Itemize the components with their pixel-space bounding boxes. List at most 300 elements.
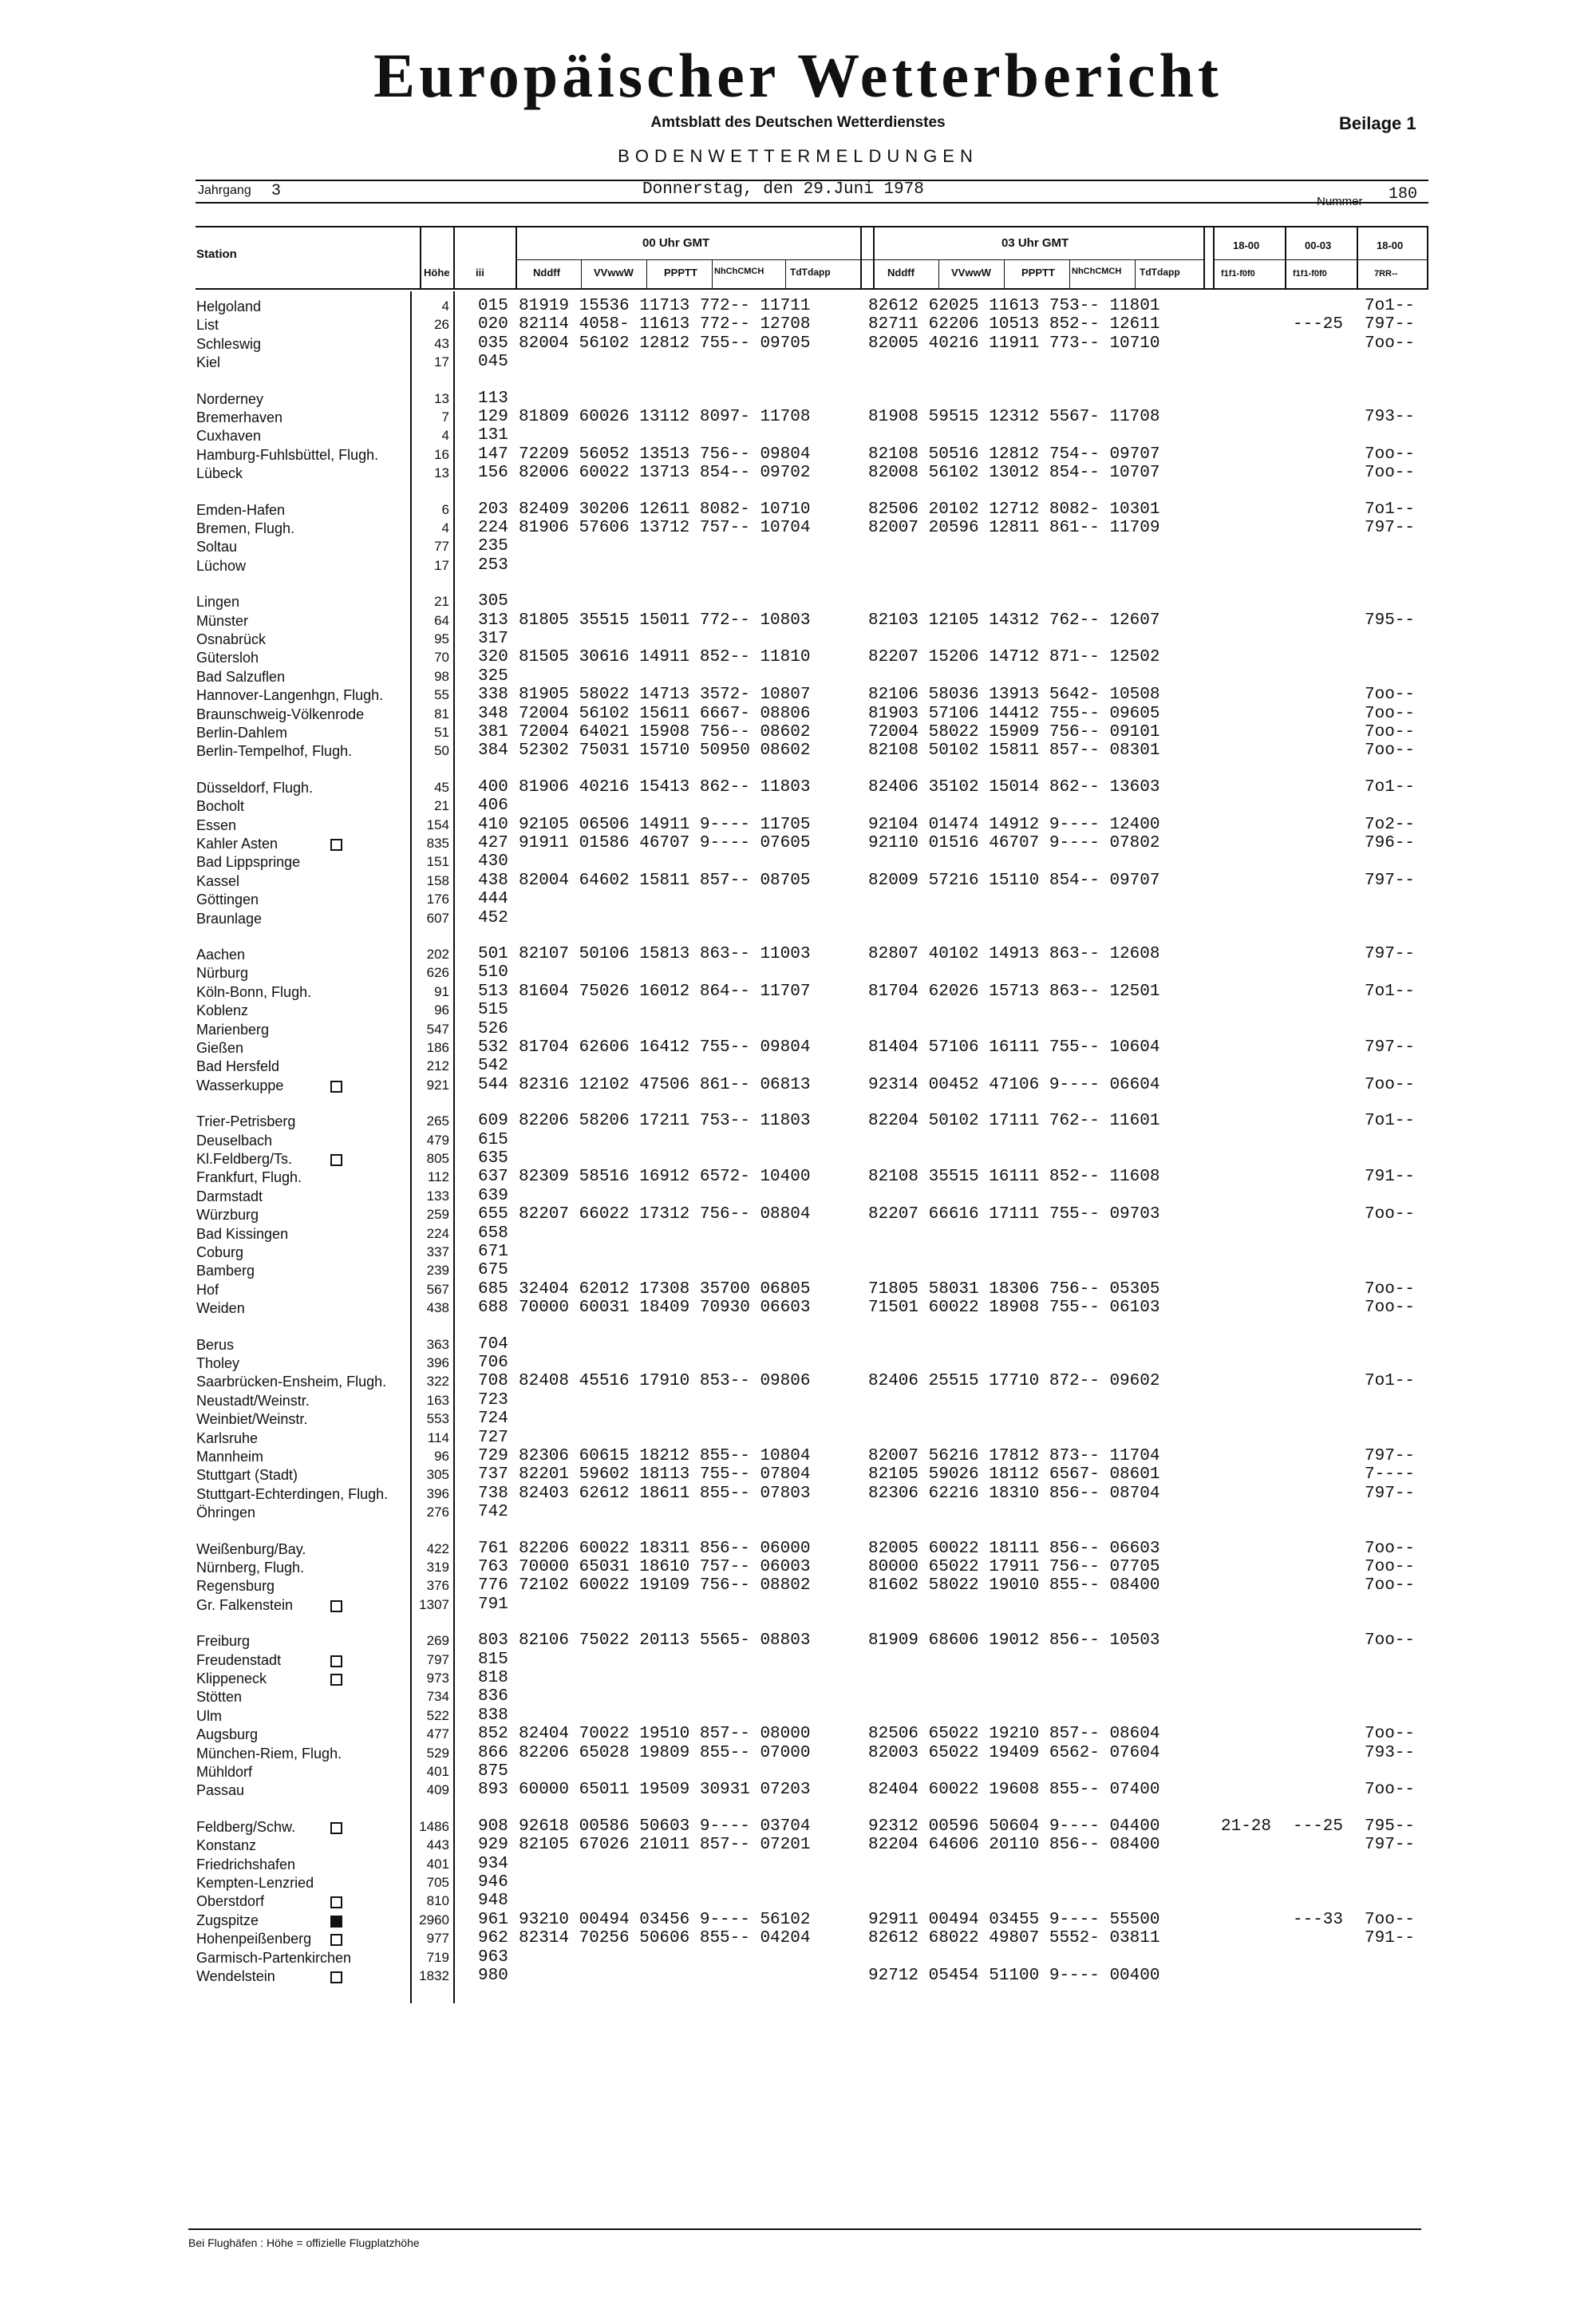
station-height: 319 <box>426 1560 449 1575</box>
extra-col-3: 797-- <box>1365 1485 1416 1503</box>
table-row <box>0 315 1596 334</box>
document-subtitle: Amtsblatt des Deutschen Wetterdienstes <box>650 114 946 131</box>
table-row <box>0 909 1596 928</box>
station-id: 980 <box>478 1967 508 1985</box>
table-row <box>0 389 1596 409</box>
station-id: 020 <box>478 315 508 334</box>
extra-col-3: 7oo-- <box>1365 1725 1416 1743</box>
extra-col-3: 7o1-- <box>1365 1112 1416 1130</box>
station-id: 815 <box>478 1651 508 1669</box>
sub-rule-03-2 <box>1004 260 1005 289</box>
station-name: Hamburg-Fuhlsbüttel, Flugh. <box>196 447 379 463</box>
table-row <box>0 1335 1596 1354</box>
obs-03-groups: 82207 66616 17111 755-- 09703 <box>868 1205 1160 1224</box>
station-height: 607 <box>426 911 449 926</box>
table-row <box>0 1429 1596 1448</box>
station-height: 13 <box>434 465 449 480</box>
station-height: 719 <box>426 1950 449 1965</box>
table-row <box>0 1651 1596 1670</box>
header-iii: iii <box>476 267 484 279</box>
table-row <box>0 1706 1596 1726</box>
station-height: 973 <box>426 1671 449 1686</box>
station-id: 320 <box>478 648 508 666</box>
station-id: 836 <box>478 1687 508 1706</box>
station-height: 265 <box>426 1113 449 1129</box>
station-name: Emden-Hafen <box>196 502 286 518</box>
obs-03-groups: 82009 57216 15110 854-- 09707 <box>868 872 1160 890</box>
station-name: Coburg <box>196 1244 244 1260</box>
table-row <box>0 408 1596 427</box>
station-id: 637 <box>478 1168 508 1186</box>
header-extra-2-top: 00-03 <box>1305 239 1332 251</box>
station-name: Darmstadt <box>196 1188 263 1204</box>
station-id: 615 <box>478 1131 508 1149</box>
station-height: 96 <box>434 1002 449 1018</box>
station-id: 348 <box>478 705 508 723</box>
station-height: 305 <box>426 1467 449 1482</box>
station-id: 671 <box>478 1243 508 1261</box>
table-row <box>0 1631 1596 1651</box>
obs-03-groups: 92314 00452 47106 9---- 06604 <box>868 1076 1160 1094</box>
sub-rule-00-2 <box>646 260 647 289</box>
station-name: Konstanz <box>196 1837 257 1853</box>
table-row <box>0 648 1596 667</box>
obs-03-groups: 92110 01516 46707 9---- 07802 <box>868 834 1160 852</box>
col-rule-03-end <box>1203 226 1205 289</box>
table-row <box>0 519 1596 538</box>
station-id: 708 <box>478 1372 508 1390</box>
station-name: Mannheim <box>196 1449 264 1465</box>
table-row <box>0 686 1596 705</box>
station-height: 276 <box>426 1504 449 1520</box>
obs-03-groups: 81704 62026 15713 863-- 12501 <box>868 983 1160 1001</box>
station-id: 803 <box>478 1631 508 1650</box>
station-id: 452 <box>478 909 508 927</box>
obs-00-groups: 72209 56052 13513 756-- 09804 <box>519 445 811 464</box>
station-name: Essen <box>196 817 237 833</box>
nummer-label: Nummer <box>1317 195 1363 208</box>
open-square-icon <box>330 1674 342 1686</box>
table-row <box>0 852 1596 872</box>
jahrgang-value: 3 <box>271 182 282 200</box>
open-square-icon <box>330 1154 342 1166</box>
col-rule-extra-a <box>1285 226 1286 289</box>
obs-00-groups: 92105 06506 14911 9---- 11705 <box>519 816 811 834</box>
footer-rule <box>188 2228 1421 2230</box>
table-row <box>0 1057 1596 1076</box>
table-row <box>0 1817 1596 1837</box>
station-height: 26 <box>434 317 449 332</box>
station-height: 1832 <box>419 1968 449 1983</box>
station-id: 742 <box>478 1503 508 1521</box>
extra-col-3: 7o1-- <box>1365 297 1416 315</box>
open-square-icon <box>330 1971 342 1983</box>
table-row <box>0 1038 1596 1058</box>
station-id: 893 <box>478 1781 508 1799</box>
station-height: 522 <box>426 1708 449 1723</box>
extra-col-2: ---25 <box>1293 315 1344 334</box>
station-name: Kiel <box>196 354 221 370</box>
obs-00-groups: 82105 67026 21011 857-- 07201 <box>519 1836 811 1854</box>
station-name: Frankfurt, Flugh. <box>196 1169 302 1185</box>
station-height: 547 <box>426 1022 449 1037</box>
station-name: Friedrichshafen <box>196 1856 296 1872</box>
table-row <box>0 592 1596 611</box>
table-row <box>0 1299 1596 1318</box>
station-height: 4 <box>441 299 449 314</box>
table-row <box>0 1892 1596 1911</box>
station-height: 239 <box>426 1263 449 1278</box>
table-row <box>0 445 1596 465</box>
extra-col-3: 797-- <box>1365 872 1416 890</box>
station-id: 542 <box>478 1057 508 1075</box>
obs-03-groups: 92911 00494 03455 9---- 55500 <box>868 1911 1160 1929</box>
header-00-nhch: NhChCMCH <box>714 267 764 276</box>
station-name: Tholey <box>196 1355 240 1371</box>
extra-col-3: 793-- <box>1365 408 1416 426</box>
station-name: Nürnberg, Flugh. <box>196 1560 305 1576</box>
station-id: 963 <box>478 1948 508 1967</box>
obs-00-groups: 93210 00494 03456 9---- 56102 <box>519 1911 811 1929</box>
station-height: 163 <box>426 1393 449 1408</box>
obs-00-groups: 82408 45516 17910 853-- 09806 <box>519 1372 811 1390</box>
station-id: 776 <box>478 1576 508 1595</box>
station-name: Saarbrücken-Ensheim, Flugh. <box>196 1374 387 1390</box>
station-id: 131 <box>478 426 508 445</box>
station-height: 224 <box>426 1226 449 1241</box>
obs-00-groups: 72004 64021 15908 756-- 08602 <box>519 723 811 741</box>
table-row <box>0 1687 1596 1706</box>
station-height: 13 <box>434 391 449 406</box>
station-id: 737 <box>478 1465 508 1484</box>
station-id: 609 <box>478 1112 508 1130</box>
header-03-ppptt: PPPTT <box>1021 267 1055 279</box>
footnote: Bei Flughäfen : Höhe = offizielle Flugplatzhöhe <box>188 2236 420 2249</box>
station-id: 427 <box>478 834 508 852</box>
station-name: Weißenburg/Bay. <box>196 1541 306 1557</box>
station-name: Bremerhaven <box>196 409 283 425</box>
station-name: Berus <box>196 1337 235 1353</box>
extra-col-3: 7oo-- <box>1365 1781 1416 1799</box>
station-height: 77 <box>434 539 449 554</box>
obs-00-groups: 70000 60031 18409 70930 06603 <box>519 1299 811 1317</box>
sub-rule-00-3 <box>712 260 713 289</box>
table-row <box>0 1781 1596 1800</box>
station-height: 96 <box>434 1449 449 1464</box>
station-name: Hannover-Langenhgn, Flugh. <box>196 687 384 703</box>
table-header-top-rule <box>196 226 1428 227</box>
table-row <box>0 834 1596 853</box>
station-name: Passau <box>196 1782 245 1798</box>
obs-03-groups: 82108 50102 15811 857-- 08301 <box>868 741 1160 760</box>
station-height: 154 <box>426 817 449 832</box>
station-height: 114 <box>427 1430 449 1445</box>
station-id: 866 <box>478 1744 508 1762</box>
station-height: 45 <box>434 780 449 795</box>
station-name: Gr. Falkenstein <box>196 1597 294 1613</box>
obs-00-groups: 82206 58206 17211 753-- 11803 <box>519 1112 811 1130</box>
obs-03-groups: 71501 60022 18908 755-- 06103 <box>868 1299 1160 1317</box>
station-id: 961 <box>478 1911 508 1929</box>
station-id: 438 <box>478 872 508 890</box>
station-name: Soltau <box>196 539 238 555</box>
extra-col-3: 797-- <box>1365 945 1416 963</box>
obs-03-groups: 82404 60022 19608 855-- 07400 <box>868 1781 1160 1799</box>
header-03-nhch: NhChCMCH <box>1072 267 1122 276</box>
table-row <box>0 334 1596 354</box>
station-height: 43 <box>434 336 449 351</box>
obs-00-groups: 82106 75022 20113 5565- 08803 <box>519 1631 811 1650</box>
station-id: 501 <box>478 945 508 963</box>
obs-03-groups: 82204 50102 17111 762-- 11601 <box>868 1112 1160 1130</box>
station-height: 422 <box>426 1541 449 1556</box>
station-height: 363 <box>426 1337 449 1352</box>
header-hoehe: Höhe <box>424 267 450 279</box>
extra-col-3: 7oo-- <box>1365 1280 1416 1299</box>
station-id: 729 <box>478 1447 508 1465</box>
col-rule-iii-right <box>516 226 517 289</box>
table-row <box>0 1911 1596 1930</box>
station-height: 921 <box>426 1077 449 1093</box>
obs-00-groups: 82201 59602 18113 755-- 07804 <box>519 1465 811 1484</box>
table-row <box>0 1280 1596 1299</box>
extra-col-3: 797-- <box>1365 519 1416 537</box>
table-row <box>0 1187 1596 1206</box>
station-id: 384 <box>478 741 508 760</box>
header-00-ppptt: PPPTT <box>664 267 697 279</box>
obs-03-groups: 82106 58036 13913 5642- 10508 <box>868 686 1160 704</box>
table-row <box>0 1669 1596 1688</box>
header-station: Station <box>196 247 237 261</box>
station-id: 253 <box>478 556 508 575</box>
station-height: 396 <box>426 1486 449 1501</box>
station-name: Berlin-Tempelhof, Flugh. <box>196 743 353 759</box>
table-row <box>0 872 1596 891</box>
obs-03-groups: 81903 57106 14412 755-- 09605 <box>868 705 1160 723</box>
table-row <box>0 1948 1596 1967</box>
station-id: 113 <box>478 389 508 408</box>
sub-rule-03-4 <box>1135 260 1136 289</box>
obs-00-groups: 82409 30206 12611 8082- 10710 <box>519 500 811 519</box>
obs-00-groups: 81905 58022 14713 3572- 10807 <box>519 686 811 704</box>
station-id: 675 <box>478 1261 508 1279</box>
obs-00-groups: 52302 75031 15710 50950 08602 <box>519 741 811 760</box>
table-row <box>0 1725 1596 1744</box>
station-height: 1307 <box>419 1597 449 1612</box>
extra-col-3: 7---- <box>1365 1465 1416 1484</box>
open-square-icon <box>330 1896 342 1908</box>
extra-col-3: 7oo-- <box>1365 1576 1416 1595</box>
station-height: 112 <box>427 1169 449 1184</box>
station-height: 337 <box>426 1244 449 1259</box>
table-row <box>0 1391 1596 1410</box>
station-id: 655 <box>478 1205 508 1224</box>
header-00-vvwww: VVwwW <box>594 267 634 279</box>
table-row <box>0 705 1596 724</box>
station-height: 7 <box>441 409 449 425</box>
station-name: Braunschweig-Völkenrode <box>196 706 365 722</box>
extra-col-3: 7oo-- <box>1365 445 1416 464</box>
sub-rule-03-3 <box>1069 260 1070 289</box>
table-row <box>0 741 1596 761</box>
table-row <box>0 816 1596 835</box>
station-name: Gütersloh <box>196 650 259 666</box>
sub-rule-00-1 <box>581 260 582 289</box>
station-id: 430 <box>478 852 508 871</box>
station-id: 875 <box>478 1762 508 1781</box>
station-id: 818 <box>478 1669 508 1687</box>
station-name: Garmisch-Partenkirchen <box>196 1950 352 1966</box>
station-name: Koblenz <box>196 1002 249 1018</box>
extra-col-3: 797-- <box>1365 315 1416 334</box>
station-id: 852 <box>478 1725 508 1743</box>
station-name: Bad Lippspringe <box>196 854 301 870</box>
station-id: 688 <box>478 1299 508 1317</box>
extra-col-3: 7oo-- <box>1365 1631 1416 1650</box>
table-row <box>0 1503 1596 1522</box>
station-name: Bad Salzuflen <box>196 669 286 685</box>
station-id: 761 <box>478 1540 508 1558</box>
station-name: Hohenpeißenberg <box>196 1931 312 1947</box>
station-id: 838 <box>478 1706 508 1725</box>
station-height: 17 <box>434 558 449 573</box>
station-name: Freiburg <box>196 1633 251 1649</box>
station-height: 21 <box>434 594 449 609</box>
extra-col-3: 793-- <box>1365 1744 1416 1762</box>
obs-00-groups: 72004 56102 15611 6667- 08806 <box>519 705 811 723</box>
extra-col-3: 7oo-- <box>1365 464 1416 482</box>
station-height: 50 <box>434 743 449 758</box>
extra-col-3: 791-- <box>1365 1168 1416 1186</box>
obs-03-groups: 82406 25515 17710 872-- 09602 <box>868 1372 1160 1390</box>
station-height: 705 <box>426 1875 449 1890</box>
obs-00-groups: 82316 12102 47506 861-- 06813 <box>519 1076 811 1094</box>
open-square-icon <box>330 1081 342 1093</box>
station-id: 544 <box>478 1076 508 1094</box>
open-square-icon <box>330 1655 342 1667</box>
extra-col-3: 797-- <box>1365 1836 1416 1854</box>
obs-03-groups: 81909 68606 19012 856-- 10503 <box>868 1631 1160 1650</box>
station-name: Bamberg <box>196 1263 255 1279</box>
table-row <box>0 1149 1596 1168</box>
station-name: Aachen <box>196 947 246 963</box>
table-row <box>0 1261 1596 1280</box>
table-row <box>0 1447 1596 1466</box>
station-height: 409 <box>426 1782 449 1797</box>
station-name: Bad Hersfeld <box>196 1058 280 1074</box>
station-height: 835 <box>426 836 449 851</box>
header-00-tdtd: TdTdapp <box>790 267 831 278</box>
station-name: Braunlage <box>196 911 263 927</box>
station-height: 70 <box>434 650 449 665</box>
obs-00-groups: 81809 60026 13112 8097- 11708 <box>519 408 811 426</box>
table-row <box>0 945 1596 964</box>
table-row <box>0 1595 1596 1615</box>
station-name: Klippeneck <box>196 1671 267 1686</box>
obs-03-groups: 82406 35102 15014 862-- 13603 <box>868 778 1160 797</box>
issue-date: Donnerstag, den 29.Juni 1978 <box>642 180 924 199</box>
extra-col-3: 7oo-- <box>1365 741 1416 760</box>
table-row <box>0 1744 1596 1763</box>
sub-rule-00-4 <box>785 260 786 289</box>
obs-03-groups: 81404 57106 16111 755-- 10604 <box>868 1038 1160 1057</box>
station-height: 376 <box>426 1578 449 1593</box>
extra-col-3: 791-- <box>1365 1929 1416 1947</box>
obs-00-groups: 82207 66022 17312 756-- 08804 <box>519 1205 811 1224</box>
station-name: Marienberg <box>196 1022 270 1038</box>
station-height: 553 <box>426 1411 449 1426</box>
obs-00-groups: 82006 60022 13713 854-- 09702 <box>519 464 811 482</box>
station-height: 529 <box>426 1746 449 1761</box>
station-id: 325 <box>478 667 508 686</box>
station-height: 158 <box>426 873 449 888</box>
table-row <box>0 426 1596 445</box>
obs-00-groups: 82309 58516 16912 6572- 10400 <box>519 1168 811 1186</box>
extra-col-3: 7oo-- <box>1365 705 1416 723</box>
table-row <box>0 353 1596 372</box>
extra-col-3: 7oo-- <box>1365 686 1416 704</box>
extra-col-1: 21-28 <box>1221 1817 1272 1836</box>
station-height: 4 <box>441 428 449 443</box>
document-title: Europäischer Wetterbericht <box>373 41 1223 110</box>
header-03-nddff: Nddff <box>887 267 915 279</box>
station-name: Neustadt/Weinstr. <box>196 1393 310 1409</box>
station-height: 1486 <box>419 1819 449 1834</box>
station-id: 045 <box>478 353 508 371</box>
table-row <box>0 1112 1596 1131</box>
station-height: 91 <box>434 984 449 999</box>
col-rule-extra-b <box>1357 226 1358 289</box>
station-height: 202 <box>426 947 449 962</box>
col-rule-hoehe <box>420 226 421 289</box>
station-name: Ulm <box>196 1708 222 1724</box>
table-row <box>0 1131 1596 1150</box>
station-id: 338 <box>478 686 508 704</box>
station-name: Münster <box>196 613 249 629</box>
obs-03-groups: 82005 40216 11911 773-- 10710 <box>868 334 1160 353</box>
station-name: Norderney <box>196 391 264 407</box>
obs-03-groups: 82711 62206 10513 852-- 12611 <box>868 315 1160 334</box>
station-id: 510 <box>478 963 508 982</box>
station-name: Augsburg <box>196 1726 259 1742</box>
station-height: 55 <box>434 687 449 702</box>
station-name: Bocholt <box>196 798 245 814</box>
station-id: 305 <box>478 592 508 611</box>
open-square-icon <box>330 1934 342 1946</box>
obs-00-groups: 82114 4058- 11613 772-- 12708 <box>519 315 811 334</box>
obs-00-groups: 72102 60022 19109 756-- 08802 <box>519 1576 811 1595</box>
header-extra-3-bot: 7RR-- <box>1374 269 1398 279</box>
station-id: 934 <box>478 1855 508 1873</box>
obs-03-groups: 82506 20102 12712 8082- 10301 <box>868 500 1160 519</box>
table-row <box>0 1967 1596 1986</box>
station-name: Düsseldorf, Flugh. <box>196 780 314 796</box>
table-row <box>0 1855 1596 1874</box>
station-height: 6 <box>441 502 449 517</box>
extra-col-3: 7oo-- <box>1365 1540 1416 1558</box>
table-row <box>0 667 1596 686</box>
header-extra-2-bot: f1f1-f0f0 <box>1293 269 1327 279</box>
obs-00-groups: 82206 60022 18311 856-- 06000 <box>519 1540 811 1558</box>
extra-col-3: 7oo-- <box>1365 1911 1416 1929</box>
table-row <box>0 1929 1596 1948</box>
obs-03-groups: 82506 65022 19210 857-- 08604 <box>868 1725 1160 1743</box>
table-row <box>0 778 1596 797</box>
station-name: Trier-Petrisberg <box>196 1113 296 1129</box>
station-id: 317 <box>478 630 508 648</box>
station-name: Köln-Bonn, Flugh. <box>196 984 312 1000</box>
station-id: 015 <box>478 297 508 315</box>
